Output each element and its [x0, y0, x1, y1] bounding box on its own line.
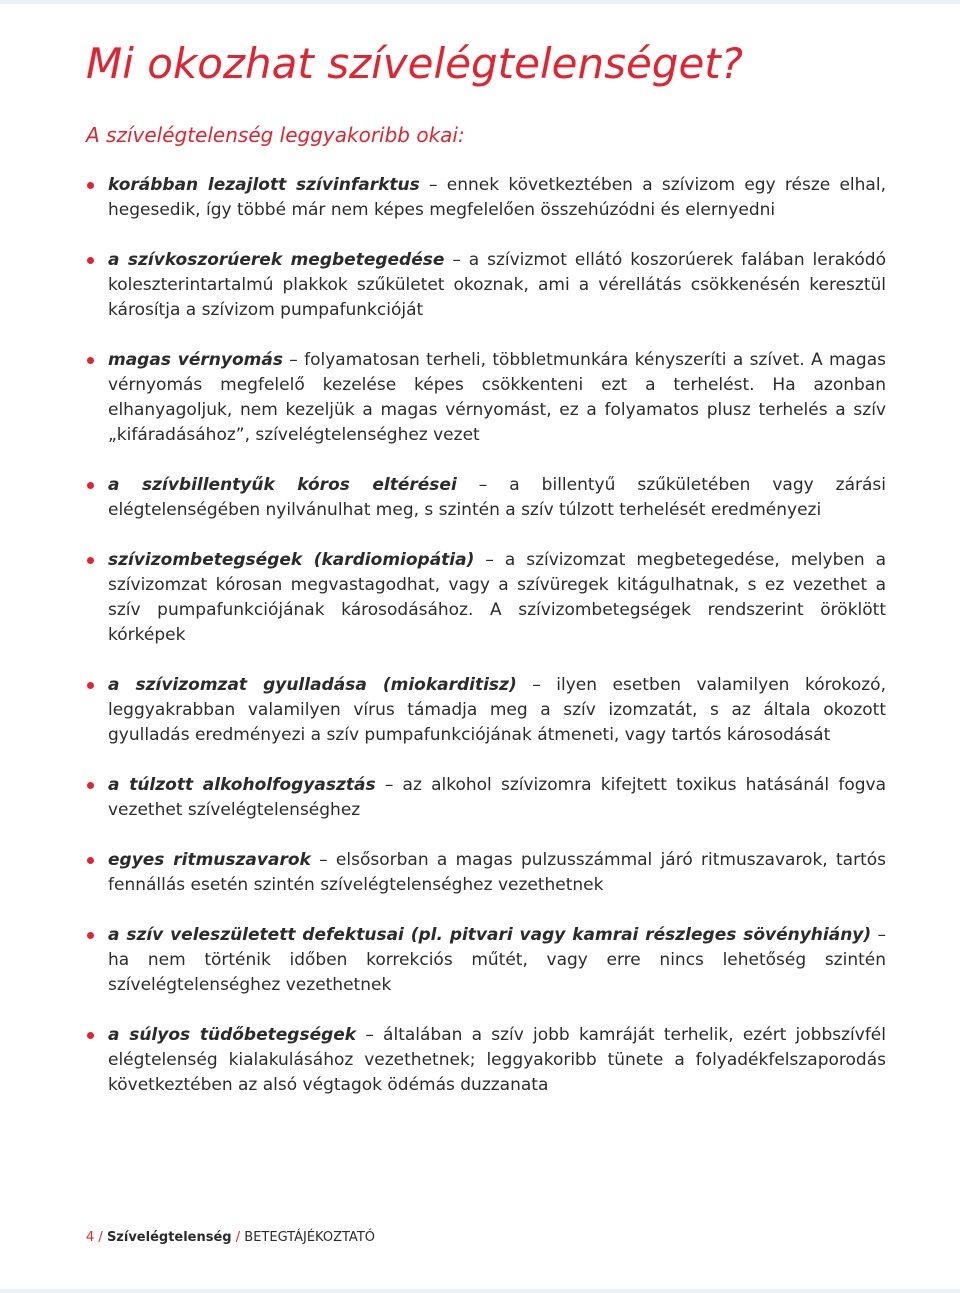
cause-description: – a szívizmot ellátó koszorúerek falában lerakódó koleszterintartalmú plakkok szűkületet okoznak, ami a vérellátás csökkenésén keresztül károsítja a szívizom pumpafunkcióját — [108, 250, 886, 320]
bullet-dot-icon — [87, 482, 94, 489]
cause-item-coronary-disease — [86, 248, 886, 323]
cause-item-lung-disease — [86, 1023, 886, 1098]
cause-item-prior-infarction — [86, 173, 886, 223]
cause-term: szívizombetegségek (kardiomiopátia) — [108, 550, 475, 570]
cause-description: – ilyen esetben valamilyen kórokozó, leggyakrabban valamilyen vírus támadja meg a szív izomzatát, s az általa okozott gyulladás eredményezi a szív pumpafunkciójának átmeneti, vagy tartós károsodását — [108, 675, 886, 745]
cause-term: a szívkoszorúerek megbetegedése — [108, 250, 445, 270]
bullet-dot-icon — [87, 857, 94, 864]
cause-term: a szívizomzat gyulladása (miokarditisz) — [108, 675, 517, 695]
section-heading: A szívelégtelenség leggyakoribb okai: — [86, 123, 465, 147]
bullet-dot-icon — [87, 782, 94, 789]
cause-term: egyes ritmuszavarok — [108, 850, 311, 870]
cause-description: – az alkohol szívizomra kifejtett toxikus hatásánál fogva vezethet szívelégtelenséghez — [108, 775, 886, 820]
cause-description: – elsősorban a magas pulzusszámmal járó ritmuszavarok, tartós fennállás esetén szintén szívelégtelenséghez vezethetnek — [108, 850, 886, 895]
footer-document-title: Szívelégtelenség — [106, 1230, 232, 1245]
bottom-border-strip — [0, 1289, 960, 1293]
cause-item-cardiomyopathy — [86, 548, 886, 648]
cause-term: korábban lezajlott szívinfarktus — [108, 175, 420, 195]
cause-description: – ha nem történik időben korrekciós műtét, vagy erre nincs lehetőség szintén szívelégtelenséghez vezethetnek — [108, 925, 886, 995]
bullet-dot-icon — [87, 932, 94, 939]
bullet-dot-icon — [87, 557, 94, 564]
cause-item-valve-disorders — [86, 473, 886, 523]
page-number: 4 — [86, 1230, 95, 1245]
cause-term: a súlyos tüdőbetegségek — [108, 1025, 357, 1045]
bullet-dot-icon — [87, 1032, 94, 1039]
bullet-dot-icon — [87, 682, 94, 689]
page-footer — [86, 1229, 375, 1247]
cause-description: – általában a szív jobb kamráját terhelik, ezért jobbszívfél elégtelenség kialakulásához vezethetnek; leggyakoribb tünete a folyadékfelszaporodás következtében az alsó végtagok ödémás duzzanata — [108, 1025, 886, 1095]
cause-term: a szív veleszületett defektusai (pl. pitvari vagy kamrai részleges sövényhiány) — [108, 925, 872, 945]
bullet-dot-icon — [87, 182, 94, 189]
cause-description: – folyamatosan terheli, többletmunkára kényszeríti a szívet. A magas vérnyomás megfelelő kezelése képes csökkenteni ezt a terhelést. Ha azonban elhanyagoljuk, nem kezeljük a magas vérnyomást, ez a folyamatos plusz terhelés a szív „kifáradásához”, szívelégtelenséghez vezet — [108, 350, 886, 445]
cause-item-alcohol — [86, 773, 886, 823]
cause-description: – a szívizomzat megbetegedése, melyben a szívizomzat kórosan megvastagodhat, vagy a szívüregek kitágulhatnak, s ez vezethet a szív pumpafunkciójának károsodásához. A szívizombetegségek rendszerint öröklött kórképek — [108, 550, 886, 645]
cause-term: a túlzott alkoholfogyasztás — [108, 775, 376, 795]
cause-term: magas vérnyomás — [108, 350, 283, 370]
cause-description: – a billentyű szűkületében vagy zárási elégtelenségében nyilvánulhat meg, s szintén a szív túlzott terhelését eredményezi — [108, 475, 886, 520]
footer-separator: / — [231, 1230, 245, 1245]
cause-description: – ennek következtében a szívizom egy része elhal, hegesedik, így többé már nem képes megfelelően összehúzódni és elernyedni — [108, 175, 886, 220]
cause-item-arrhythmias — [86, 848, 886, 898]
footer-series-label: BETEGTÁJÉKOZTATÓ — [244, 1230, 375, 1245]
bullet-dot-icon — [87, 357, 94, 364]
cause-term: a szívbillentyűk kóros eltérései — [108, 475, 457, 495]
cause-item-hypertension — [86, 348, 886, 448]
bullet-dot-icon — [87, 257, 94, 264]
causes-list — [86, 173, 886, 1098]
page-title: Mi okozhat szívelégtelenséget? — [86, 39, 744, 88]
top-border-strip — [0, 0, 960, 4]
footer-separator: / — [94, 1230, 107, 1245]
cause-item-congenital-defects — [86, 923, 886, 998]
cause-item-myocarditis — [86, 673, 886, 748]
